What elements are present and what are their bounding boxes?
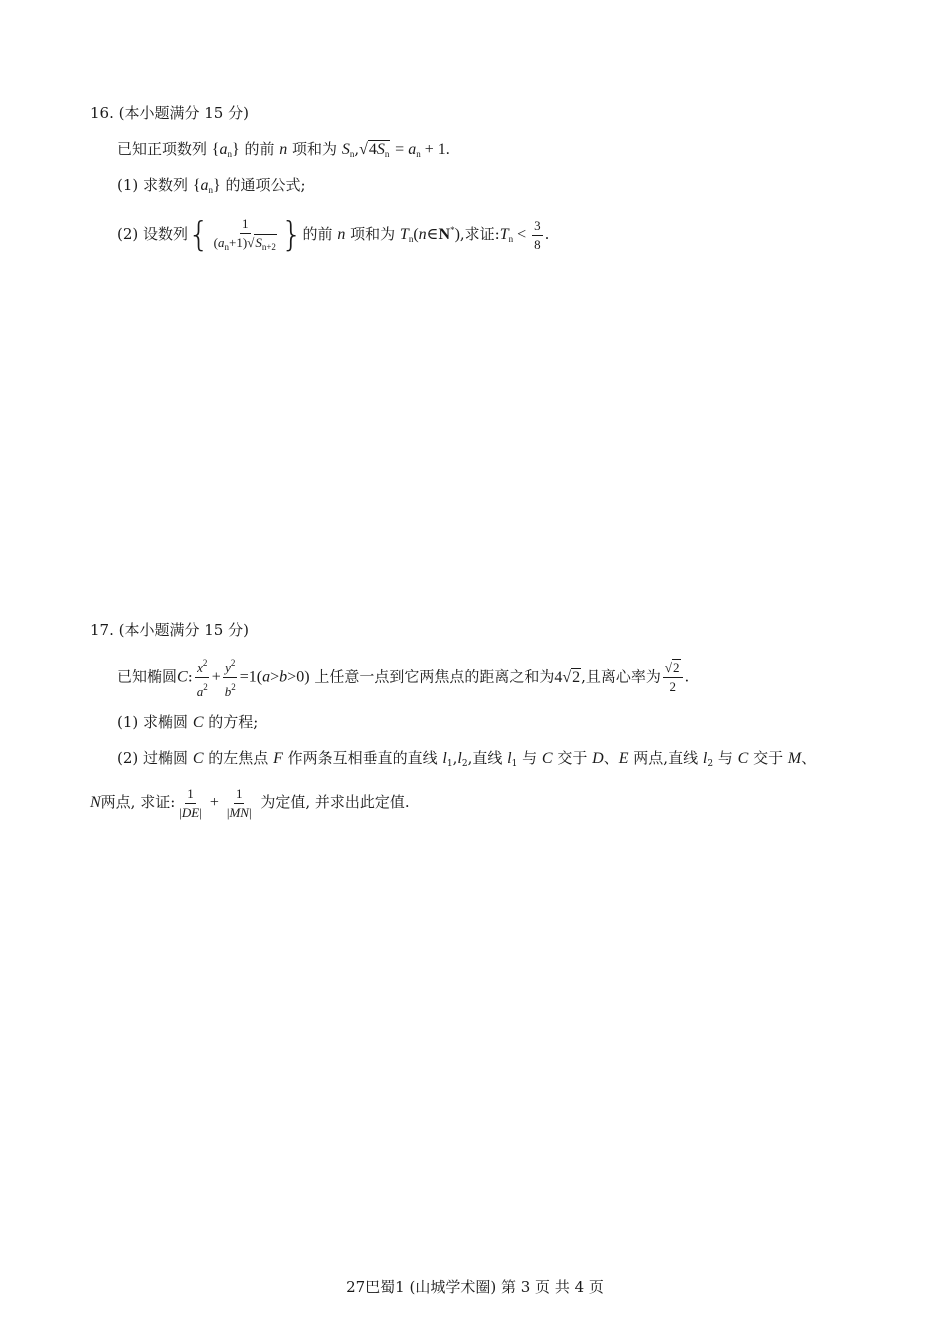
q16-title: 16. (本小题满分 15 分) [90, 104, 249, 122]
q17-part2-line2: N两点, 求证: $\frac{1}{|DE|}$ + $\frac{1}{|MN|}$ 为定值, 并求出此定值. [90, 785, 410, 820]
q16-part2: (2) 设数列{ $\frac{1}{(a_n+1)√S_{n+2}}$ }的前 n 项和为 $T_n(n\in N^*)$,求证$:T_n$ < $\frac{3}{8}$ . [117, 215, 550, 255]
q17-part1: (1) 求椭圆 C 的方程; [117, 713, 259, 731]
q16-stem: 已知正项数列 $\{a_n\}$ 的前 n 项和为 $S_n,√4S_n = a_n + 1$. [117, 140, 450, 159]
q16-part1: (1) 求数列 $\{a_n\}$ 的通项公式; [117, 176, 306, 195]
page-footer: 27巴蜀1 (山城学术圈) 第 3 页 共 4 页 [346, 1278, 604, 1296]
q17-stem: 已知椭圆C: $\frac{x^2}{a^2}$ + $\frac{y^2}{b^2}$ =1(a>b>0) 上任意一点到它两焦点的距离之和为4√2,且离心率为 $\frac{√2}{2}$ . [117, 654, 689, 701]
q17-part2-line1: (2) 过椭圆 C 的左焦点 F 作两条互相垂直的直线 $l_1,l_2$,直线 $l_1$ 与 C 交于 D、E 两点,直线 $l_2$ 与 C 交于 M、 [117, 749, 817, 769]
q17-title: 17. (本小题满分 15 分) [90, 621, 249, 639]
